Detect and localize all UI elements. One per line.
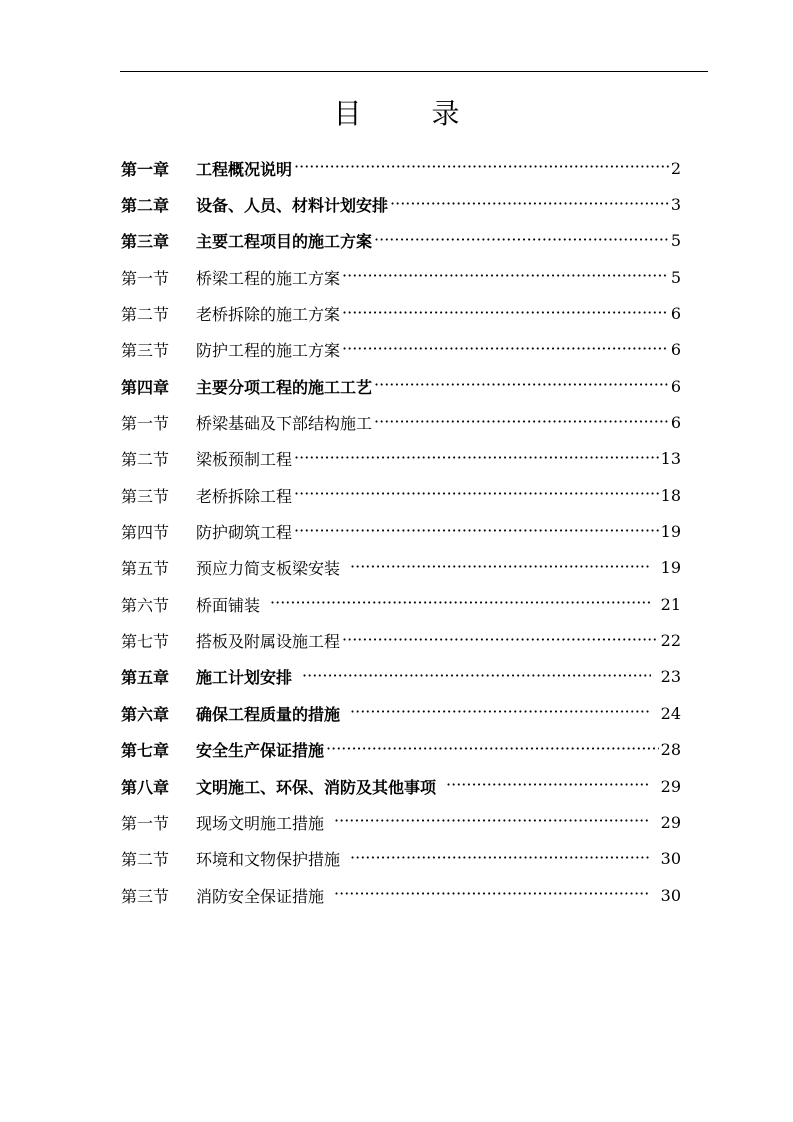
toc-dot-leader — [270, 596, 651, 612]
toc-dot-leader — [350, 851, 651, 867]
toc-entry-number: 第三节 — [121, 486, 170, 506]
toc-entry-page-number: 23 — [660, 667, 681, 687]
toc-entry-number: 第七节 — [121, 632, 170, 652]
toc-dot-leader — [294, 524, 659, 540]
toc-entry-number: 第二节 — [121, 305, 170, 325]
toc-section-entry[interactable] — [121, 332, 681, 368]
toc-chapter-entry[interactable] — [121, 150, 681, 186]
toc-entry-title: 设备、人员、材料计划安排 — [196, 196, 389, 216]
toc-chapter-entry[interactable] — [121, 368, 681, 404]
toc-section-entry[interactable] — [121, 295, 681, 331]
toc-entry-title: 搭板及附属设施工程 — [196, 632, 341, 652]
toc-entry-title: 桥梁基础及下部结构施工 — [196, 414, 373, 434]
toc-entry-page-number: 21 — [660, 594, 681, 614]
toc-dot-leader — [374, 233, 669, 249]
page-title-char-1: 目 — [333, 97, 362, 130]
toc-dot-leader — [342, 633, 659, 649]
toc-section-entry[interactable] — [121, 513, 681, 549]
toc-dot-leader — [350, 560, 651, 576]
toc-entry-title: 文明施工、环保、消防及其他事项 — [196, 777, 437, 797]
toc-dot-leader — [342, 342, 669, 358]
toc-entry-number: 第三节 — [121, 341, 170, 361]
toc-entry-number: 第二章 — [121, 196, 170, 216]
toc-entry-page-number: 22 — [660, 631, 681, 651]
toc-dot-leader — [326, 742, 659, 758]
toc-entry-page-number: 2 — [670, 158, 681, 178]
toc-entry-number: 第四章 — [121, 377, 170, 397]
toc-chapter-entry[interactable] — [121, 695, 681, 731]
toc-section-entry[interactable] — [121, 622, 681, 658]
toc-entry-number: 第二节 — [121, 850, 170, 870]
toc-entry-number: 第六章 — [121, 704, 170, 724]
toc-dot-leader — [294, 487, 659, 503]
toc-entry-page-number: 30 — [660, 885, 681, 905]
toc-entry-title: 桥面铺装 — [196, 595, 261, 615]
toc-entry-title: 安全生产保证措施 — [196, 741, 325, 761]
toc-dot-leader — [302, 669, 651, 685]
toc-entry-title: 老桥拆除的施工方案 — [196, 305, 341, 325]
toc-entry-number: 第三章 — [121, 232, 170, 252]
toc-entry-title: 现场文明施工措施 — [196, 813, 325, 833]
toc-entry-number: 第一节 — [121, 268, 170, 288]
toc-dot-leader — [446, 778, 651, 794]
page-title-char-2: 录 — [431, 97, 460, 130]
table-of-contents — [121, 150, 681, 913]
toc-dot-leader — [342, 306, 669, 322]
toc-entry-number: 第一章 — [121, 159, 170, 179]
toc-dot-leader — [342, 269, 669, 285]
toc-section-entry[interactable] — [121, 804, 681, 840]
toc-section-entry[interactable] — [121, 259, 681, 295]
toc-section-entry[interactable] — [121, 841, 681, 877]
toc-dot-leader — [374, 415, 669, 431]
toc-entry-number: 第五节 — [121, 559, 170, 579]
toc-dot-leader — [294, 160, 669, 176]
toc-entry-page-number: 18 — [660, 485, 681, 505]
toc-entry-title: 桥梁工程的施工方案 — [196, 268, 341, 288]
toc-entry-number: 第六节 — [121, 595, 170, 615]
toc-dot-leader — [374, 378, 669, 394]
toc-entry-title: 防护工程的施工方案 — [196, 341, 341, 361]
toc-entry-number: 第三节 — [121, 886, 170, 906]
toc-chapter-entry[interactable] — [121, 186, 681, 222]
toc-entry-number: 第四节 — [121, 523, 170, 543]
page-title — [0, 96, 793, 132]
toc-section-entry[interactable] — [121, 550, 681, 586]
toc-entry-page-number: 5 — [670, 231, 681, 251]
toc-entry-title: 施工计划安排 — [196, 668, 293, 688]
toc-entry-page-number: 29 — [660, 812, 681, 832]
toc-section-entry[interactable] — [121, 404, 681, 440]
toc-entry-title: 预应力简支板梁安装 — [196, 559, 341, 579]
toc-entry-page-number: 13 — [660, 449, 681, 469]
header-rule — [120, 71, 708, 72]
toc-entry-page-number: 19 — [660, 522, 681, 542]
toc-entry-title: 消防安全保证措施 — [196, 886, 325, 906]
toc-dot-leader — [334, 814, 651, 830]
toc-entry-page-number: 3 — [670, 195, 681, 215]
toc-entry-number: 第八章 — [121, 777, 170, 797]
toc-entry-title: 主要工程项目的施工方案 — [196, 232, 373, 252]
toc-entry-title: 工程概况说明 — [196, 159, 293, 179]
toc-entry-page-number: 29 — [660, 776, 681, 796]
toc-section-entry[interactable] — [121, 877, 681, 913]
toc-entry-title: 确保工程质量的措施 — [196, 704, 341, 724]
toc-entry-page-number: 6 — [670, 304, 681, 324]
toc-entry-page-number: 6 — [670, 340, 681, 360]
toc-entry-number: 第二节 — [121, 450, 170, 470]
toc-section-entry[interactable] — [121, 441, 681, 477]
toc-entry-page-number: 30 — [660, 849, 681, 869]
toc-entry-title: 梁板预制工程 — [196, 450, 293, 470]
toc-section-entry[interactable] — [121, 586, 681, 622]
toc-dot-leader — [334, 887, 651, 903]
toc-entry-page-number: 6 — [670, 376, 681, 396]
toc-entry-number: 第七章 — [121, 741, 170, 761]
toc-chapter-entry[interactable] — [121, 659, 681, 695]
toc-entry-title: 防护砌筑工程 — [196, 523, 293, 543]
toc-entry-number: 第一节 — [121, 414, 170, 434]
toc-entry-number: 第五章 — [121, 668, 170, 688]
toc-dot-leader — [350, 705, 651, 721]
toc-entry-page-number: 5 — [670, 267, 681, 287]
toc-entry-title: 主要分项工程的施工工艺 — [196, 377, 373, 397]
toc-entry-page-number: 24 — [660, 703, 681, 723]
toc-entry-page-number: 6 — [670, 413, 681, 433]
toc-entry-page-number: 28 — [660, 740, 681, 760]
toc-entry-title: 环境和文物保护措施 — [196, 850, 341, 870]
toc-entry-page-number: 19 — [660, 558, 681, 578]
toc-dot-leader — [390, 197, 669, 213]
toc-chapter-entry[interactable] — [121, 732, 681, 768]
toc-dot-leader — [294, 451, 659, 467]
toc-entry-number: 第一节 — [121, 813, 170, 833]
toc-chapter-entry[interactable] — [121, 223, 681, 259]
toc-section-entry[interactable] — [121, 477, 681, 513]
toc-entry-title: 老桥拆除工程 — [196, 486, 293, 506]
toc-chapter-entry[interactable] — [121, 768, 681, 804]
